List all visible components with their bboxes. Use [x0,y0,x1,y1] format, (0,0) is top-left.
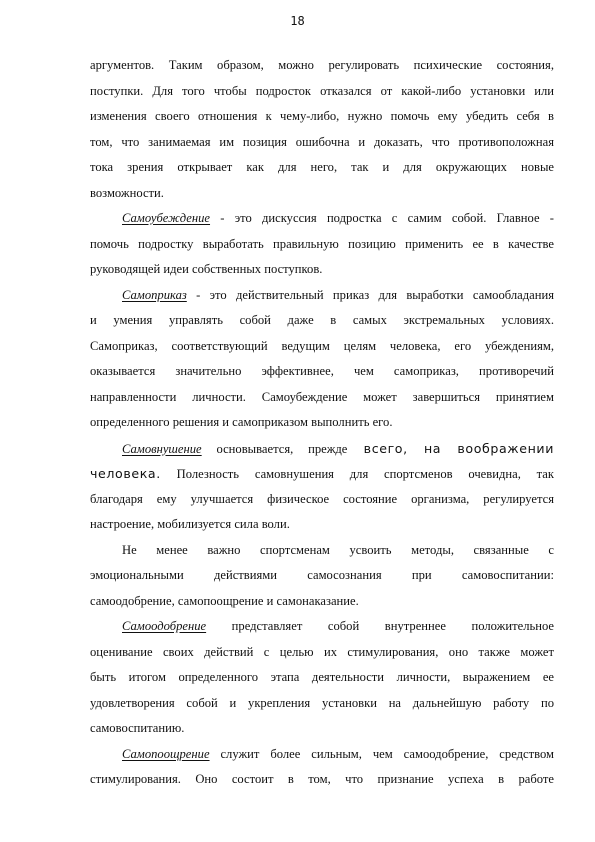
text-span: - это действительный приказ для выработки самообладания [186,287,554,302]
text-line: настроение, мобилизуется сила воли. [90,517,290,531]
text-line: оценивание своих действий с целью их стимулирования, оно также может [90,644,554,659]
page-number: 18 [290,14,305,28]
text-line: возможности. [90,185,164,200]
text-line: направленности личности. Самоубеждение может завершиться принятием [90,389,554,404]
paragraph-start-line: Не менее важно спортсменам усвоить методы, связанные с [122,542,554,557]
text-line: оказывается значительно эффективнее, чем самоприказ, противоречий [90,364,554,378]
text-line: эмоциональными действиями самосознания при самовоспитании: [90,568,554,582]
text-line: самоодобрение, самопоощрение и самонаказание. [90,593,359,608]
text-line: самовоспитанию. [90,721,185,735]
text-line: поступки. Для того чтобы подросток отказался от какой-либо установки или [90,83,554,98]
paragraph-start-line [90,614,554,640]
text-line: помочь подростку выработать правильную позицию применить ее в качестве [90,236,554,251]
text-line: Самоприказ, соответствующий ведущим целям человека, его убеждениям, [90,338,554,353]
text-span: основывается, прежде [201,441,348,456]
text-span: Полезность самовнушения для спортсменов очевидна, так [160,467,554,481]
text-line: быть итогом определенного этапа деятельности личности, выражением ее [90,670,554,684]
text-line: руководящей идеи собственных поступков. [90,262,323,276]
term-self-suggestion: Самовнушение [122,441,202,456]
term-self-persuasion: Самоубеждение [122,211,211,225]
text-span: представляет собой внутреннее положительное [206,619,554,633]
paragraph-start-line [90,742,554,768]
text-line: стимулирования. Оно состоит в том, что признание успеха в работе [90,772,554,786]
text-line: и умения управлять собой даже в самых экстремальных условиях. [90,313,554,327]
paragraph-start-line [90,283,554,309]
body-text [90,53,554,793]
text-line: благодаря ему улучшается физическое состояние организма, регулируется [90,491,554,506]
text-line: тока зрения открывает как для него, так и для окружающих новые [90,160,554,174]
text-line: удовлетворения собой и укрепления установки на дальнейшую работу по [90,695,554,710]
text-span: - это дискуссия подростка с самим собой. Главное - [210,211,554,225]
text-span-sans: всего, на воображении [347,440,554,456]
text-line: том, что занимаемая им позиция ошибочна и доказать, что противоположная [90,134,554,149]
paragraph-start-line [90,206,554,232]
term-self-approval: Самоодобрение [122,619,207,633]
text-line: изменения своего отношения к чему-либо, нужно помочь ему убедить себя в [90,109,554,123]
paragraph-start-line [90,436,554,462]
text-line: определенного решения и самоприказом выполнить его. [90,415,393,429]
term-self-order: Самоприказ [122,287,187,302]
text-line: аргументов. Таким образом, можно регулировать психические состояния, [90,58,554,72]
text-span: служит более сильным, чем самоодобрение, средством [209,746,554,761]
term-self-encouragement: Самопоощрение [122,746,210,761]
text-line [90,461,554,487]
text-span-sans: человека. [90,466,161,481]
